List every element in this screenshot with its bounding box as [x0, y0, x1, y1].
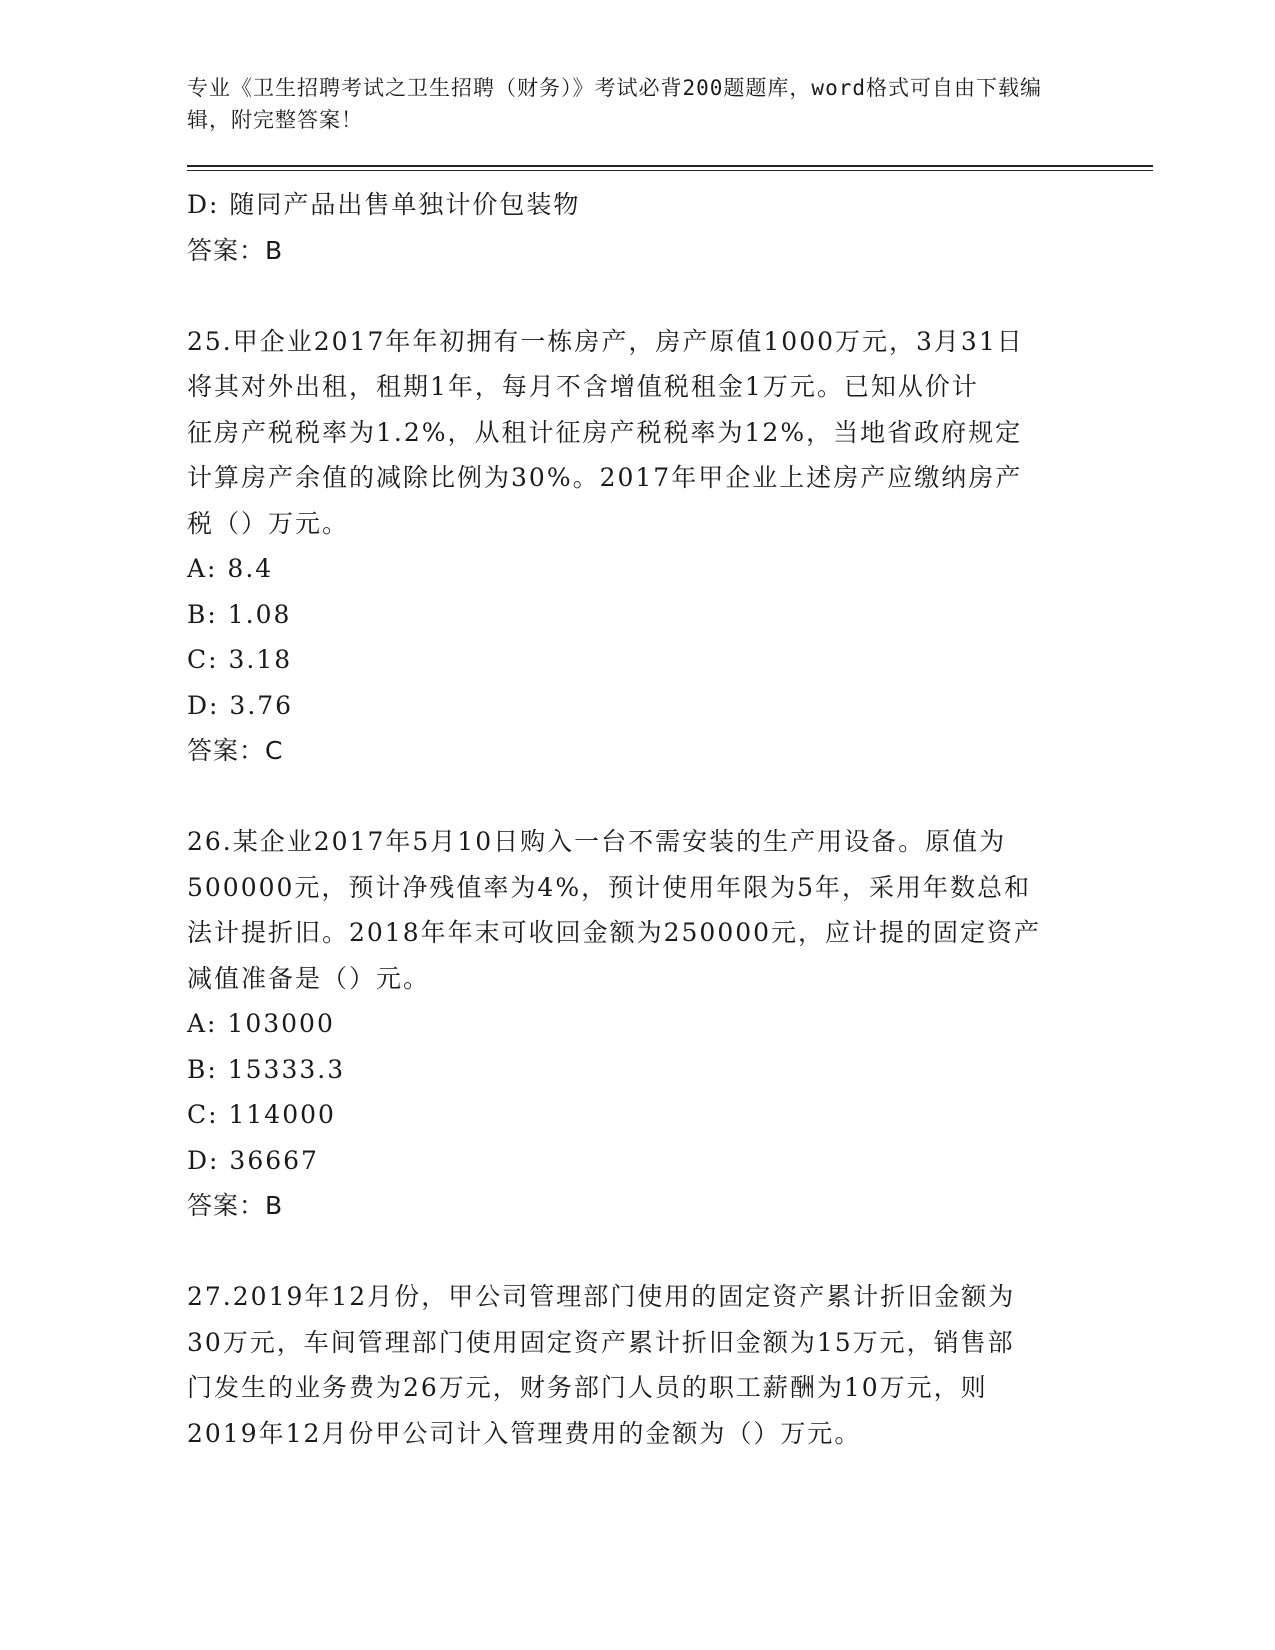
option-d: D: 36667 [187, 1145, 319, 1175]
question-stem-line: 2019年12月份甲公司计入管理费用的金额为（）万元。 [187, 1418, 862, 1448]
option-c: C: 114000 [187, 1100, 336, 1129]
answer-label: 答案：B [187, 235, 284, 265]
question-stem-line: 26.某企业2017年5月10日购入一台不需安装的生产用设备。原值为 [187, 827, 1007, 856]
question-stem-line: 30万元，车间管理部门使用固定资产累计折旧金额为15万元，销售部 [187, 1327, 1015, 1357]
option-d: D: 3.76 [187, 690, 294, 720]
answer-label: 答案：C [187, 736, 284, 765]
option-c: C: 3.18 [187, 645, 293, 674]
previous-question-tail [187, 182, 1153, 273]
question-stem-line: 减值准备是（）元。 [187, 963, 431, 993]
answer-label: 答案：B [187, 1191, 284, 1220]
question-stem-line: 计算房产余值的减除比例为30%。2017年甲企业上述房产应缴纳房产 [187, 463, 1023, 492]
option-b: B: 15333.3 [187, 1054, 346, 1084]
question-stem-line: 27.2019年12月份，甲公司管理部门使用的固定资产累计折旧金额为 [187, 1282, 1016, 1311]
option-a: A: 8.4 [187, 554, 274, 583]
question-stem-line: 税（）万元。 [187, 508, 350, 538]
document-page [187, 72, 1153, 1456]
question-27 [187, 1274, 1153, 1456]
option-d: D: 随同产品出售单独计价包装物 [187, 190, 581, 219]
question-25 [187, 319, 1153, 774]
option-b: B: 1.08 [187, 599, 292, 629]
question-26 [187, 819, 1153, 1229]
question-stem-line: 门发生的业务费为26万元，财务部门人员的职工薪酬为10万元，则 [187, 1373, 988, 1402]
question-stem-line: 500000元，预计净残值率为4%，预计使用年限为5年，采用年数总和 [187, 872, 1032, 902]
header-divider [187, 165, 1153, 171]
document-header: 专业《卫生招聘考试之卫生招聘（财务）》考试必背200题题库，word格式可自由下载编辑，附完整答案！ [187, 76, 1042, 132]
question-stem-line: 法计提折旧。2018年年末可收回金额为250000元，应计提的固定资产 [187, 918, 1042, 947]
question-stem-line: 征房产税税率为1.2%，从租计征房产税税率为12%，当地省政府规定 [187, 417, 1023, 447]
option-a: A: 103000 [187, 1009, 335, 1038]
question-stem-line: 将其对外出租，租期1年，每月不含增值税租金1万元。已知从价计 [187, 372, 979, 401]
question-stem-line: 25.甲企业2017年年初拥有一栋房产，房产原值1000万元，3月31日 [187, 326, 1024, 356]
